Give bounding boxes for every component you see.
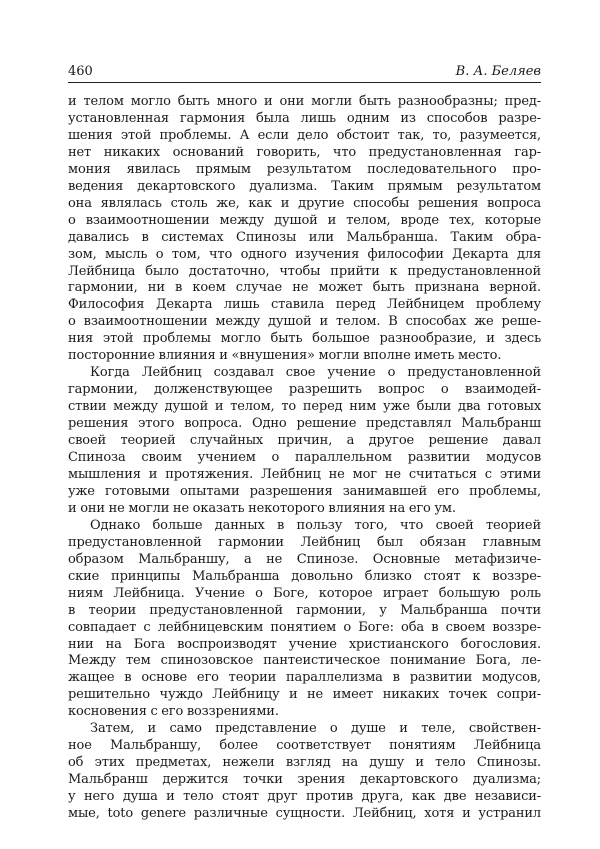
page-header <box>68 62 541 83</box>
text-line: она являлась столь же, как и другие способы решения вопроса <box>68 195 541 211</box>
text-line: и телом могло быть много и они могли быть разнообразны; пред- <box>68 94 541 109</box>
text-line: ное Мальбраншу, более соответствует понятиям Лейбница <box>68 738 541 754</box>
running-head-author: В. А. Беляев <box>455 64 541 79</box>
text-line: жащее в основе его теории параллелизма в развитии модусов, <box>68 670 541 686</box>
text-line: Мальбранш держится точки зрения декартовского дуализма; <box>68 772 541 788</box>
text-line: Философия Декарта лишь ставила перед Лейбницем проблему <box>68 297 541 313</box>
paragraph <box>68 721 541 823</box>
text-line: о взаимоотношении между душой и телом. В способах же реше- <box>68 314 541 330</box>
text-line: ведения декартовского дуализма. Таким прямым результатом <box>68 178 541 194</box>
text-line: у него душа и тело стоят друг против друга, как две независи- <box>68 789 541 805</box>
text-line: Лейбница было достаточно, чтобы прийти к предустановленной <box>68 263 541 279</box>
text-line: совпадает с лейбницевским понятием о Боге: оба в своем воззре- <box>68 619 541 635</box>
text-line: о взаимоотношении между душой и телом, вроде тех, которые <box>68 212 541 228</box>
text-line: нии на Бога воспроизводят учение христианского богословия. <box>68 636 541 652</box>
text-line: мышления и протяжения. Лейбниц не мог не считаться с этими <box>68 466 541 482</box>
paragraph <box>68 94 541 365</box>
text-line: своей теорией случайных причин, а другое решение давал <box>68 433 541 449</box>
text-line: ниям Лейбница. Учение о Боге, которое играет большую роль <box>68 585 541 601</box>
text-line: давались в системах Спинозы или Мальбранша. Таким обра- <box>68 229 541 245</box>
text-line: нет никаких оснований говорить, что предустановленная гар- <box>68 144 541 160</box>
text-line: решительно чуждо Лейбницу и не имеет никаких точек сопри- <box>68 687 541 703</box>
text-line: Однако больше данных в пользу того, что своей теорией <box>90 517 541 533</box>
text-line: шения этой проблемы. А если дело обстоит так, то, разумеется, <box>68 127 541 143</box>
text-line: Спиноза своим учением о параллельном развитии модусов <box>68 450 541 466</box>
text-line: предустановленной гармонии Лейбниц был обязан главным <box>68 534 541 550</box>
paragraph <box>68 365 541 518</box>
text-line: образом Мальбраншу, а не Спинозе. Основные метафизиче- <box>68 551 541 567</box>
text-line: гармонии, долженствующее разрешить вопрос о взаимодей- <box>68 382 541 398</box>
text-line: Затем, и само представление о душе и теле, свойствен- <box>90 721 541 737</box>
text-line: ствии между душой и телом, то перед ним уже были два готовых <box>68 399 541 415</box>
book-page <box>68 62 541 823</box>
text-line: косновения с его воззрениями. <box>68 704 279 720</box>
text-line: решения этого вопроса. Одно решение представлял Мальбранш <box>68 416 541 432</box>
text-line: ские принципы Мальбранша довольно близко стоят к воззре- <box>68 568 541 584</box>
text-line: в теории предустановленной гармонии, у Мальбранша почти <box>68 602 541 618</box>
paragraph <box>68 518 541 721</box>
text-line: об этих предметах, нежели взгляд на душу и тело Спинозы. <box>68 755 541 771</box>
text-line: мые, toto genere различные сущности. Лейбниц, хотя и устранил <box>68 806 541 822</box>
text-line: зом, мысль о том, что одного изучения философии Декарта для <box>68 246 541 262</box>
text-line: мония явилась прямым результатом последовательного про- <box>68 161 541 177</box>
text-line: и они не могли не оказать некоторого влияния на его ум. <box>68 500 456 516</box>
text-line: установленная гармония была лишь одним из способов разре- <box>68 110 541 126</box>
body-text <box>68 94 541 823</box>
text-line: Когда Лейбниц создавал свое учение о предустановленной <box>90 365 541 381</box>
text-line: посторонние влияния и «внушения» могли вполне иметь место. <box>68 348 502 364</box>
text-line: уже готовыми опытами разрешения занимавшей его проблемы, <box>68 483 541 499</box>
page-number: 460 <box>68 64 93 79</box>
text-line: гармонии, ни в коем случае не может быть признана верной. <box>68 280 541 296</box>
text-line: ния этой проблемы могло быть большое разнообразие, и здесь <box>68 331 541 347</box>
text-line: Между тем спинозовское пантеистическое понимание Бога, ле- <box>68 653 541 669</box>
